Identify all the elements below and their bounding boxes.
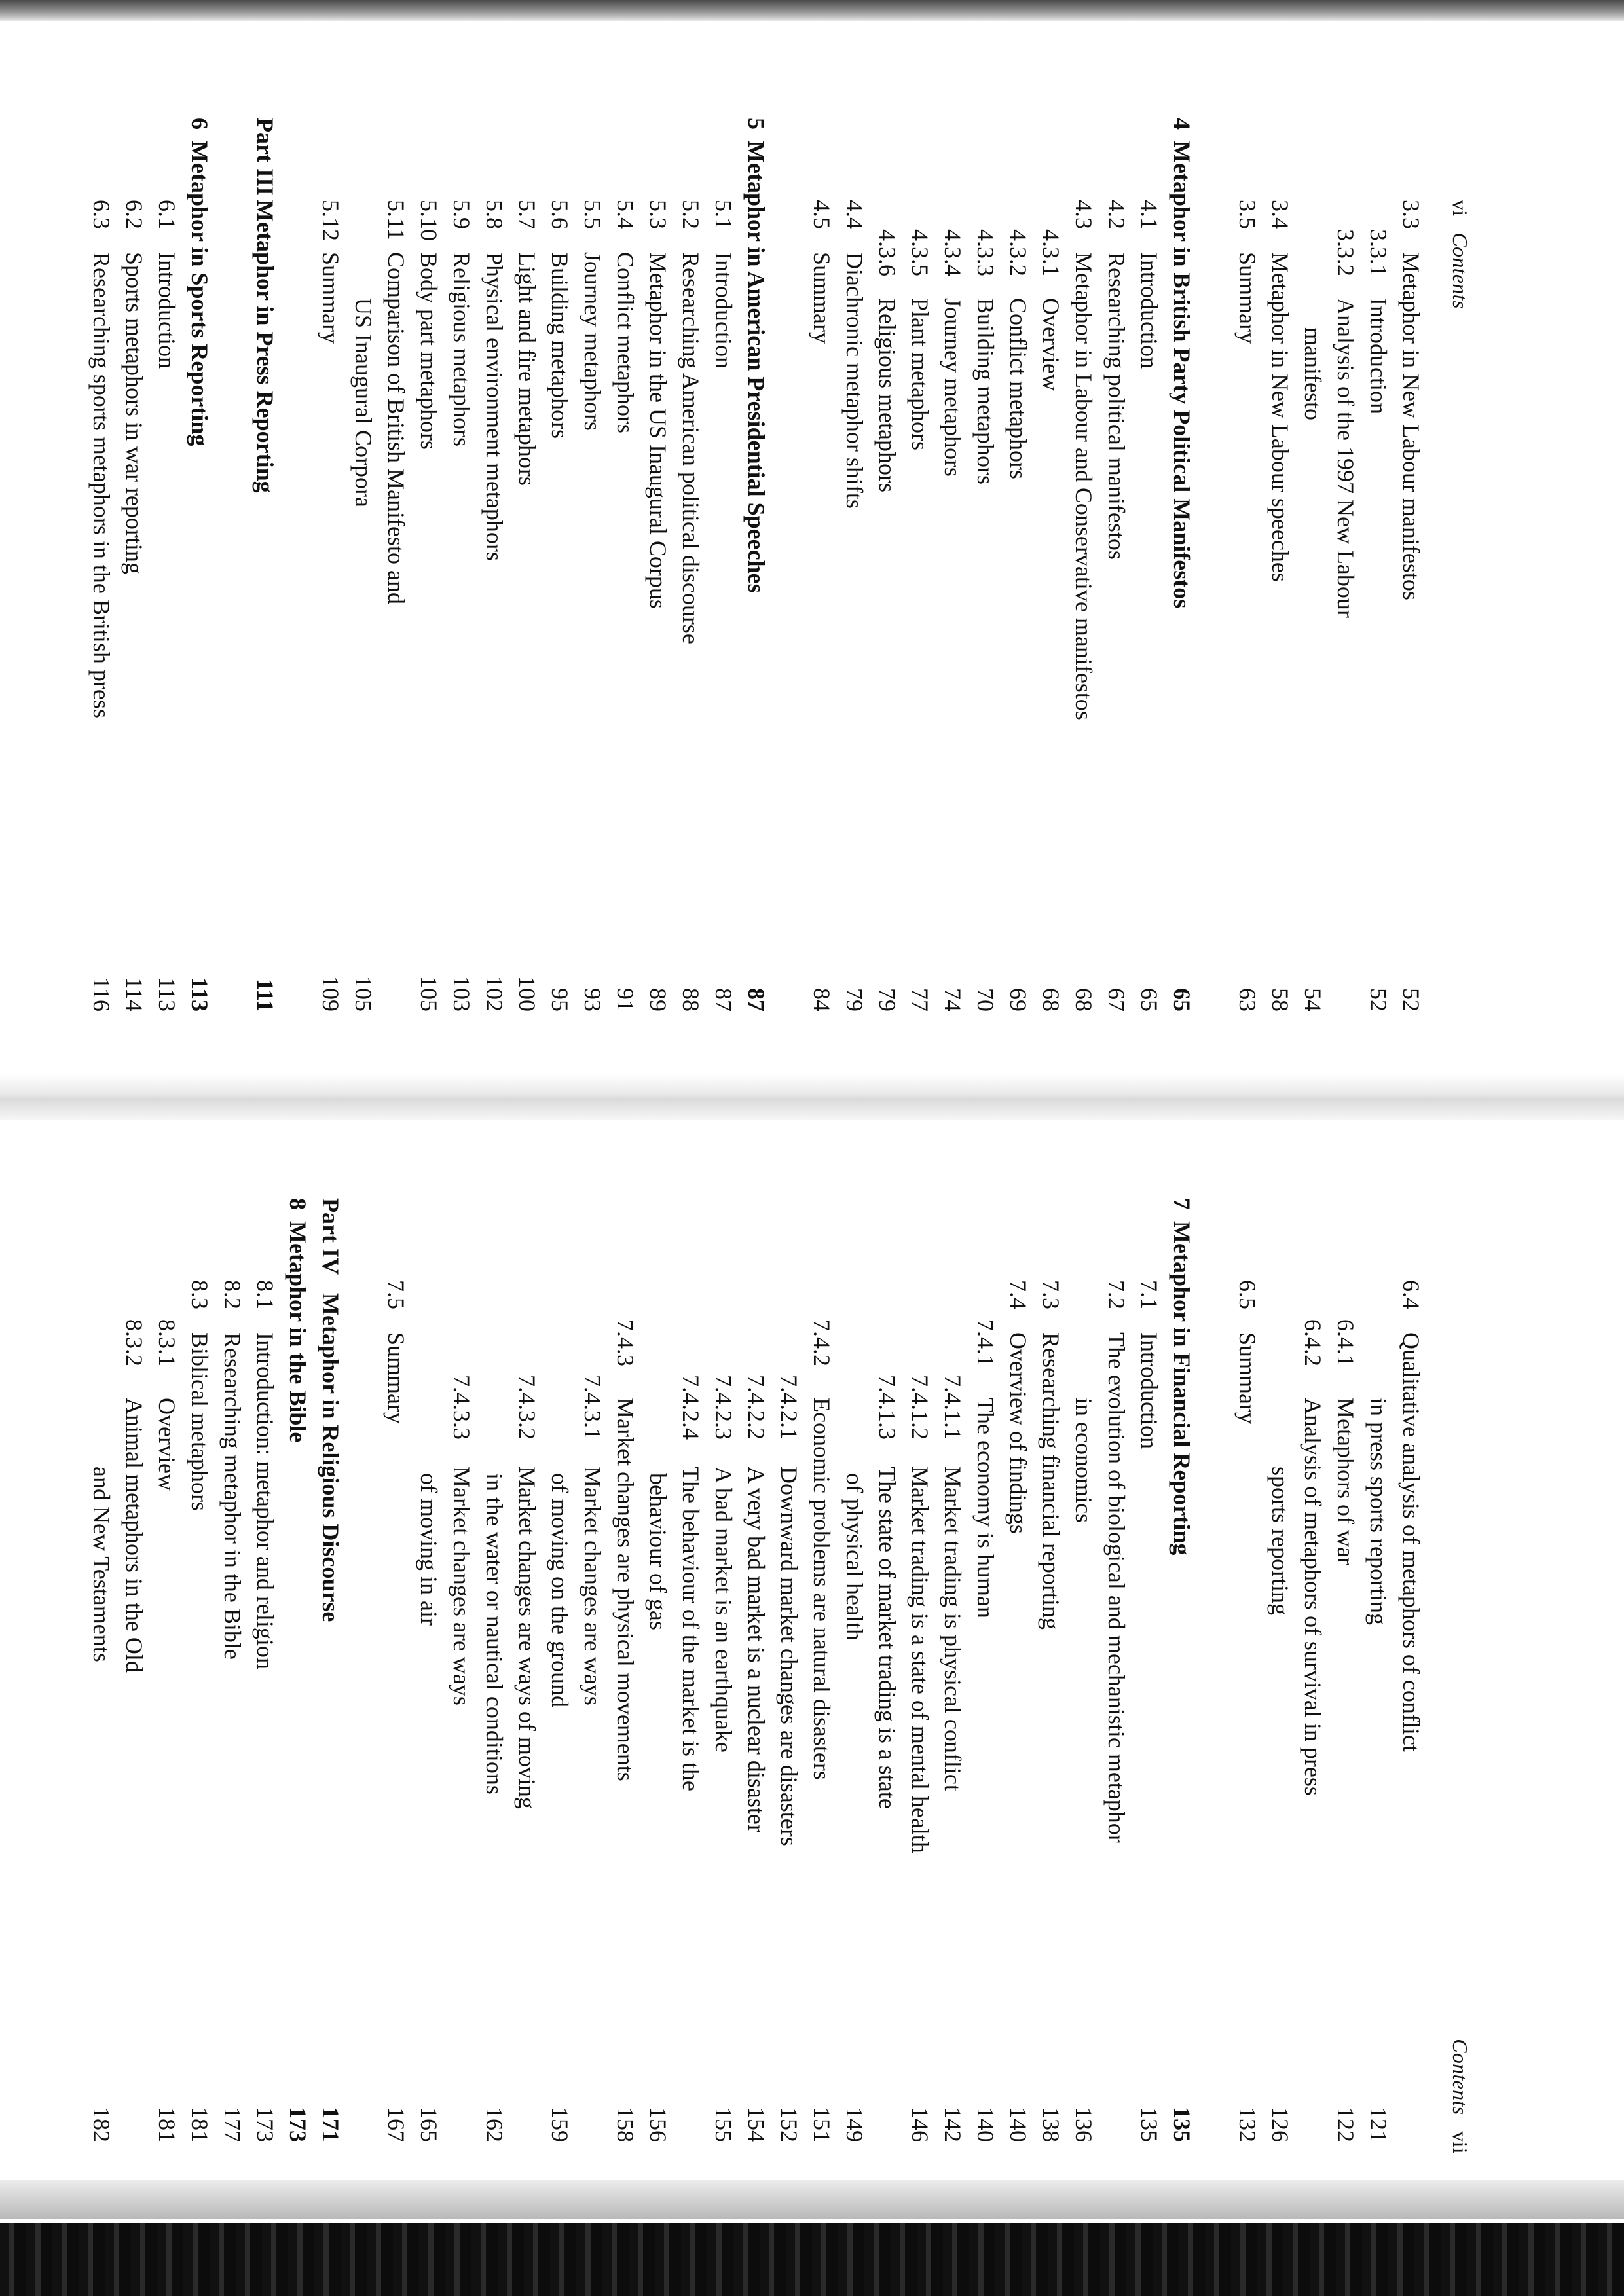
running-title: Contents xyxy=(1449,2039,1472,2115)
toc-entry xyxy=(511,1198,544,2180)
toc-page-number: 126 xyxy=(1267,2107,1293,2142)
toc-entry xyxy=(1035,1198,1067,2180)
toc-entry-number: 4.3.3 xyxy=(972,229,999,276)
toc-page-number: 171 xyxy=(318,2107,344,2142)
toc-entry-number: 4.3.6 xyxy=(874,229,900,276)
toc-entry-number: 5.12 xyxy=(318,200,344,241)
toc-entry xyxy=(1264,118,1297,1074)
toc-entry-title: The behaviour of the market is the xyxy=(678,1467,704,1791)
toc-entry-number: 7.4.2.3 xyxy=(710,1375,737,1440)
toc-entry-title: Metaphor in Sports Reporting xyxy=(187,141,213,446)
toc-entry-title: Comparison of British Manifesto and xyxy=(383,252,409,604)
toc-entry-title: Market changes are ways xyxy=(449,1467,475,1705)
toc-entry-title: Summary xyxy=(809,252,835,344)
toc-page-number: 65 xyxy=(1136,988,1162,1011)
toc-entry-number: 6 xyxy=(187,118,213,130)
toc-entry xyxy=(478,118,511,1074)
toc-list-right xyxy=(85,1198,1428,2180)
toc-entry-number: 8.3.2 xyxy=(121,1319,147,1366)
toc-entry xyxy=(642,1198,674,2180)
toc-page-number: 70 xyxy=(972,988,999,1011)
toc-entry-title: Animal metaphors in the Old xyxy=(121,1398,147,1673)
toc-entry xyxy=(1297,1198,1329,2180)
toc-entry-title: Metaphor in American Presidential Speeches xyxy=(743,141,769,593)
toc-entry-title: Metaphor in Press Reporting xyxy=(252,200,278,493)
toc-entry-title: Summary xyxy=(383,1332,409,1424)
toc-entry xyxy=(674,118,707,1074)
toc-entry xyxy=(1395,1198,1428,2180)
toc-page-number: 173 xyxy=(285,2107,311,2142)
toc-entry xyxy=(544,1198,576,2180)
toc-entry xyxy=(1067,1198,1100,2180)
toc-page-number: 173 xyxy=(252,2107,278,2142)
toc-entry xyxy=(151,118,183,1074)
toc-part-heading xyxy=(314,1198,347,2180)
toc-entry-title: Journey metaphors xyxy=(580,252,606,431)
toc-page-number: 68 xyxy=(1038,988,1064,1011)
toc-entry xyxy=(740,1198,773,2180)
toc-entry-title: in the water or nautical conditions xyxy=(481,1473,507,1795)
scan-bottom-edge xyxy=(0,2180,1624,2219)
toc-page-number: 88 xyxy=(678,988,704,1011)
toc-entry-number: 6.2 xyxy=(121,200,147,229)
toc-entry-number: 3.3 xyxy=(1398,200,1424,229)
toc-page-number: 105 xyxy=(350,976,377,1011)
toc-entry xyxy=(707,118,740,1074)
toc-chapter-heading xyxy=(183,118,216,1074)
toc-entry-title: Physical environment metaphors xyxy=(481,252,507,561)
toc-entry-title: Metaphor in Labour and Conservative manifestos xyxy=(1071,252,1097,720)
toc-entry-title: A very bad market is a nuclear disaster xyxy=(743,1467,769,1832)
toc-entry-number: 8.2 xyxy=(219,1280,246,1309)
toc-page-number: 113 xyxy=(187,977,213,1011)
toc-page-number: 113 xyxy=(154,977,180,1011)
toc-entry-number: 4.3.4 xyxy=(940,229,966,276)
toc-entry-title: Researching financial reporting xyxy=(1038,1332,1064,1630)
toc-entry-number: Part III xyxy=(252,118,278,196)
toc-entry xyxy=(773,1198,805,2180)
toc-entry-number: 4.3.1 xyxy=(1038,229,1064,276)
toc-page-number: 58 xyxy=(1267,988,1293,1011)
toc-page-number: 182 xyxy=(88,2107,115,2142)
toc-entry-title: Conflict metaphors xyxy=(612,252,638,433)
toc-entry xyxy=(1100,118,1133,1074)
toc-entry-title: Light and fire metaphors xyxy=(514,252,540,486)
toc-entry-title: Biblical metaphors xyxy=(187,1332,213,1511)
toc-entry-number: 6.1 xyxy=(154,200,180,229)
toc-entry-title: Religious metaphors xyxy=(449,252,475,446)
toc-entry-number: 6.4 xyxy=(1398,1280,1424,1309)
toc-entry-title: Introduction xyxy=(154,252,180,369)
toc-entry-title: Metaphor in New Labour speeches xyxy=(1267,252,1293,582)
toc-entry-number: 7.4.1.3 xyxy=(874,1375,900,1440)
toc-entry-title: Journey metaphors xyxy=(940,298,966,477)
running-head-right xyxy=(1448,2039,1472,2154)
toc-page-number: 136 xyxy=(1071,2107,1097,2142)
toc-page-number: 156 xyxy=(645,2107,671,2142)
toc-entry-number: 7.4.2 xyxy=(809,1319,835,1366)
toc-entry xyxy=(1362,118,1395,1074)
toc-entry xyxy=(1002,1198,1035,2180)
toc-page-number: 91 xyxy=(612,988,638,1011)
toc-page-number: 100 xyxy=(514,976,540,1011)
toc-page-number: 149 xyxy=(841,2107,868,2142)
toc-page-number: 74 xyxy=(940,988,966,1011)
toc-entry-title: Overview xyxy=(154,1398,180,1491)
toc-part-heading xyxy=(249,118,282,1074)
toc-entry-title: of moving in air xyxy=(416,1473,442,1626)
toc-entry-number: 8.1 xyxy=(252,1280,278,1309)
toc-entry-title: Metaphor in Financial Reporting xyxy=(1169,1221,1195,1556)
toc-entry-number: 5.7 xyxy=(514,200,540,229)
toc-page-number: 89 xyxy=(645,988,671,1011)
toc-entry-title: Downward market changes are disasters xyxy=(776,1467,802,1846)
toc-entry xyxy=(1395,118,1428,1074)
toc-entry-number: 7.4.3 xyxy=(612,1319,638,1366)
toc-page-number: 116 xyxy=(88,977,115,1011)
toc-entry-title: Metaphors of war xyxy=(1333,1398,1359,1565)
running-title: Contents xyxy=(1449,232,1472,309)
toc-page-number: 121 xyxy=(1365,2107,1392,2142)
toc-entry-number: 8.3 xyxy=(187,1280,213,1309)
toc-page-number: 165 xyxy=(416,2107,442,2142)
toc-page-number: 152 xyxy=(776,2107,802,2142)
toc-page-number: 114 xyxy=(121,977,147,1011)
toc-entry-number: 4.3.2 xyxy=(1005,229,1031,276)
toc-page-number: 109 xyxy=(318,976,344,1011)
toc-page-number: 140 xyxy=(972,2107,999,2142)
toc-entry xyxy=(805,118,838,1074)
toc-entry-number: 6.4.1 xyxy=(1333,1319,1359,1366)
toc-entry-number: 3.5 xyxy=(1234,200,1261,229)
toc-page-number: 69 xyxy=(1005,988,1031,1011)
toc-entry-title: behaviour of gas xyxy=(645,1473,671,1630)
toc-entry-number: 7.4.1 xyxy=(972,1319,999,1366)
toc-entry-number: 7.4.3.2 xyxy=(514,1375,540,1440)
toc-page-number: 79 xyxy=(841,988,868,1011)
toc-entry-title: Researching sports metaphors in the British press xyxy=(88,252,115,718)
toc-page-number: 181 xyxy=(187,2107,213,2142)
toc-entry-title: Introduction xyxy=(1365,298,1392,414)
toc-entry-title: in economics xyxy=(1071,1398,1097,1523)
toc-entry xyxy=(576,1198,609,2180)
toc-entry xyxy=(183,1198,216,2180)
toc-entry-title: Plant metaphors xyxy=(907,298,933,450)
toc-entry-title: Analysis of the 1997 New Labour xyxy=(1333,298,1359,618)
toc-entry xyxy=(871,1198,904,2180)
toc-entry-number: 4.3.5 xyxy=(907,229,933,276)
toc-entry xyxy=(576,118,609,1074)
toc-entry-title: sports reporting xyxy=(1267,1467,1293,1615)
toc-page-number: 63 xyxy=(1234,988,1261,1011)
toc-entry-title: Summary xyxy=(1234,1332,1261,1424)
toc-entry-title: The evolution of biological and mechanistic metaphor xyxy=(1103,1332,1130,1843)
page-folio: vi xyxy=(1449,200,1472,217)
toc-entry-number: 6.4.2 xyxy=(1300,1319,1326,1366)
toc-entry xyxy=(511,118,544,1074)
toc-entry xyxy=(1362,1198,1395,2180)
toc-entry-number: 5.6 xyxy=(547,200,573,229)
toc-entry-number: 3.3.2 xyxy=(1333,229,1359,276)
toc-entry-number: 3.3.1 xyxy=(1365,229,1392,276)
toc-entry xyxy=(216,1198,249,2180)
toc-entry-number: 4.2 xyxy=(1103,200,1130,229)
toc-entry-title: Diachronic metaphor shifts xyxy=(841,252,868,509)
toc-entry-number: 5.9 xyxy=(449,200,475,229)
toc-entry xyxy=(1329,118,1362,1074)
toc-entry xyxy=(936,1198,969,2180)
running-head-left xyxy=(1448,200,1472,309)
toc-entry-number: 5.8 xyxy=(481,200,507,229)
toc-entry-title: and New Testaments xyxy=(88,1467,115,1662)
toc-entry-number: 5.5 xyxy=(580,200,606,229)
toc-entry xyxy=(609,1198,642,2180)
toc-entry-number: 5.3 xyxy=(645,200,671,229)
toc-entry-number: 3.4 xyxy=(1267,200,1293,229)
toc-page-number: 151 xyxy=(809,2107,835,2142)
toc-entry-title: Market trading is physical conflict xyxy=(940,1467,966,1791)
toc-page-number: 105 xyxy=(416,976,442,1011)
toc-entry-title: in press sports reporting xyxy=(1365,1398,1392,1625)
toc-entry-title: Building metaphors xyxy=(547,252,573,439)
toc-page-number: 122 xyxy=(1333,2107,1359,2142)
toc-page-number: 155 xyxy=(710,2107,737,2142)
toc-page-number: 54 xyxy=(1300,988,1326,1011)
toc-entry xyxy=(1297,118,1329,1074)
toc-entry xyxy=(1100,1198,1133,2180)
toc-entry-title: The state of market trading is a state xyxy=(874,1467,900,1809)
toc-entry-title: Introduction xyxy=(1136,252,1162,369)
toc-entry xyxy=(1133,118,1166,1074)
toc-entry xyxy=(609,118,642,1074)
toc-entry-number: 4.4 xyxy=(841,200,868,229)
toc-entry-number: 6.5 xyxy=(1234,1280,1261,1309)
toc-entry-number: 7 xyxy=(1169,1198,1195,1210)
toc-entry xyxy=(1329,1198,1362,2180)
toc-entry-title: Economic problems are natural disasters xyxy=(809,1398,835,1780)
toc-page-number: 103 xyxy=(449,976,475,1011)
toc-entry-title: Body part metaphors xyxy=(416,252,442,450)
toc-entry xyxy=(151,1198,183,2180)
toc-page-number: 142 xyxy=(940,2107,966,2142)
toc-entry xyxy=(1264,1198,1297,2180)
toc-page-number: 52 xyxy=(1398,988,1424,1011)
toc-entry-number: 7.1 xyxy=(1136,1280,1162,1309)
toc-entry-number: 5.10 xyxy=(416,200,442,241)
toc-entry-title: Metaphor in the Bible xyxy=(285,1221,311,1443)
toc-entry xyxy=(445,118,478,1074)
toc-entry-title: Researching American political discourse xyxy=(678,252,704,644)
toc-entry-number: 7.4.1.1 xyxy=(940,1375,966,1440)
toc-page-number: 162 xyxy=(481,2107,507,2142)
toc-entry-number: 4.5 xyxy=(809,200,835,229)
toc-entry xyxy=(871,118,904,1074)
toc-entry-title: manifesto xyxy=(1300,327,1326,420)
left-page xyxy=(0,118,1624,1074)
toc-page-number: 87 xyxy=(710,988,737,1011)
toc-entry xyxy=(445,1198,478,2180)
toc-chapter-heading xyxy=(1166,1198,1198,2180)
toc-entry xyxy=(1035,118,1067,1074)
toc-entry-number: 4 xyxy=(1169,118,1195,130)
toc-entry-title: Market changes are ways xyxy=(580,1467,606,1705)
toc-page-number: 135 xyxy=(1169,2107,1195,2142)
toc-entry xyxy=(347,118,380,1074)
toc-entry-title: Researching political manifestos xyxy=(1103,252,1130,560)
toc-entry-number: Part IV xyxy=(318,1198,344,1275)
toc-page-number: 132 xyxy=(1234,2107,1261,2142)
toc-entry xyxy=(838,1198,871,2180)
toc-entry-title: Introduction xyxy=(1136,1332,1162,1449)
toc-entry-number: 6.3 xyxy=(88,200,115,229)
toc-entry xyxy=(936,118,969,1074)
toc-entry xyxy=(1067,118,1100,1074)
toc-entry xyxy=(1231,118,1264,1074)
toc-page-number: 67 xyxy=(1103,988,1130,1011)
toc-entry-number: 5.4 xyxy=(612,200,638,229)
toc-entry xyxy=(805,1198,838,2180)
toc-chapter-heading xyxy=(1166,118,1198,1074)
toc-chapter-heading xyxy=(740,118,773,1074)
toc-entry-number: 8 xyxy=(285,1198,311,1210)
toc-entry-number: 7.2 xyxy=(1103,1280,1130,1309)
toc-page-number: 177 xyxy=(219,2107,246,2142)
toc-entry-title: Market trading is a state of mental health xyxy=(907,1467,933,1853)
toc-entry-number: 7.4.2.1 xyxy=(776,1375,802,1440)
toc-page-number: 138 xyxy=(1038,2107,1064,2142)
toc-entry-title: Market changes are physical movements xyxy=(612,1398,638,1781)
toc-entry-title: Qualitative analysis of metaphors of conflict xyxy=(1398,1332,1424,1752)
toc-entry xyxy=(969,1198,1002,2180)
toc-page-number: 135 xyxy=(1136,2107,1162,2142)
toc-entry xyxy=(118,118,151,1074)
toc-page-number: 87 xyxy=(743,988,769,1011)
toc-entry-number: 4.1 xyxy=(1136,200,1162,229)
toc-page-number: 140 xyxy=(1005,2107,1031,2142)
toc-entry xyxy=(969,118,1002,1074)
toc-entry-title: Building metaphors xyxy=(972,298,999,484)
toc-page-number: 167 xyxy=(383,2107,409,2142)
toc-chapter-heading xyxy=(282,1198,314,2180)
toc-entry-number: 5.11 xyxy=(383,200,409,240)
toc-entry xyxy=(904,118,936,1074)
toc-entry-number: 5 xyxy=(743,118,769,130)
toc-page-number: 154 xyxy=(743,2107,769,2142)
toc-entry-number: 7.3 xyxy=(1038,1280,1064,1309)
toc-entry-number: 7.5 xyxy=(383,1280,409,1309)
toc-entry-title: The economy is human xyxy=(972,1398,999,1618)
toc-entry-number: 7.4.3.1 xyxy=(580,1375,606,1440)
toc-entry-title: Religious metaphors xyxy=(874,298,900,492)
toc-page-number: 93 xyxy=(580,988,606,1011)
toc-entry xyxy=(707,1198,740,2180)
toc-entry-title: A bad market is an earthquake xyxy=(710,1467,737,1753)
toc-entry-number: 7.4.2.2 xyxy=(743,1375,769,1440)
toc-page-number: 52 xyxy=(1365,988,1392,1011)
toc-entry-title: Metaphor in the US Inaugural Corpus xyxy=(645,252,671,609)
toc-entry xyxy=(1231,1198,1264,2180)
toc-entry-title: Researching metaphor in the Bible xyxy=(219,1332,246,1660)
toc-entry xyxy=(85,1198,118,2180)
toc-entry xyxy=(380,1198,413,2180)
toc-entry xyxy=(674,1198,707,2180)
toc-page-number: 146 xyxy=(907,2107,933,2142)
toc-entry-title: Overview of findings xyxy=(1005,1332,1031,1534)
toc-entry xyxy=(1133,1198,1166,2180)
toc-page-number: 84 xyxy=(809,988,835,1011)
toc-entry-title: Introduction: metaphor and religion xyxy=(252,1332,278,1669)
toc-page-number: 158 xyxy=(612,2107,638,2142)
toc-entry-title: Sports metaphors in war reporting xyxy=(121,252,147,574)
toc-entry-number: 7.4.2.4 xyxy=(678,1375,704,1440)
toc-entry-number: 5.1 xyxy=(710,200,737,229)
toc-entry-title: US Inaugural Corpora xyxy=(350,298,377,507)
toc-entry xyxy=(413,118,445,1074)
toc-entry xyxy=(904,1198,936,2180)
toc-entry-number: 7.4 xyxy=(1005,1280,1031,1309)
toc-page-number: 65 xyxy=(1169,988,1195,1011)
toc-entry-title: Market changes are ways of moving xyxy=(514,1467,540,1809)
toc-entry xyxy=(478,1198,511,2180)
toc-entry-number: 7.4.1.2 xyxy=(907,1375,933,1440)
toc-page-number: 159 xyxy=(547,2107,573,2142)
toc-entry xyxy=(118,1198,151,2180)
page-folio: vii xyxy=(1449,2131,1472,2154)
toc-entry xyxy=(544,118,576,1074)
toc-entry-title: Analysis of metaphors of survival in press xyxy=(1300,1398,1326,1796)
toc-entry-title: Summary xyxy=(1234,252,1261,344)
toc-entry-title: Metaphor in New Labour manifestos xyxy=(1398,252,1424,600)
toc-entry xyxy=(380,118,413,1074)
toc-entry-title: of physical health xyxy=(841,1473,868,1641)
toc-page-number: 95 xyxy=(547,988,573,1011)
toc-entry xyxy=(249,1198,282,2180)
right-page xyxy=(0,1198,1624,2180)
toc-entry xyxy=(1002,118,1035,1074)
toc-entry xyxy=(314,118,347,1074)
toc-entry-number: 4.3 xyxy=(1071,200,1097,229)
toc-entry-title: Metaphor in Religious Discourse xyxy=(318,1293,344,1622)
toc-page-number: 79 xyxy=(874,988,900,1011)
toc-entry-number: 7.4.3.3 xyxy=(449,1375,475,1440)
toc-list-left xyxy=(85,118,1428,1074)
toc-entry-title: of moving on the ground xyxy=(547,1473,573,1707)
toc-entry-title: Summary xyxy=(318,252,344,344)
toc-page-number: 181 xyxy=(154,2107,180,2142)
toc-entry xyxy=(413,1198,445,2180)
toc-entry-title: Overview xyxy=(1038,298,1064,391)
toc-page-number: 111 xyxy=(252,978,278,1011)
toc-page-number: 77 xyxy=(907,988,933,1011)
toc-entry xyxy=(838,118,871,1074)
toc-entry-title: Metaphor in British Party Political Manifestos xyxy=(1169,141,1195,609)
toc-page-number: 102 xyxy=(481,976,507,1011)
book-gutter xyxy=(0,1074,1624,1120)
toc-entry-title: Conflict metaphors xyxy=(1005,298,1031,479)
scan-dark-border xyxy=(0,2223,1624,2296)
toc-page-number: 68 xyxy=(1071,988,1097,1011)
toc-entry xyxy=(642,118,674,1074)
toc-entry xyxy=(85,118,118,1074)
toc-entry-number: 5.2 xyxy=(678,200,704,229)
toc-entry-number: 8.3.1 xyxy=(154,1319,180,1366)
toc-entry-title: Introduction xyxy=(710,252,737,369)
